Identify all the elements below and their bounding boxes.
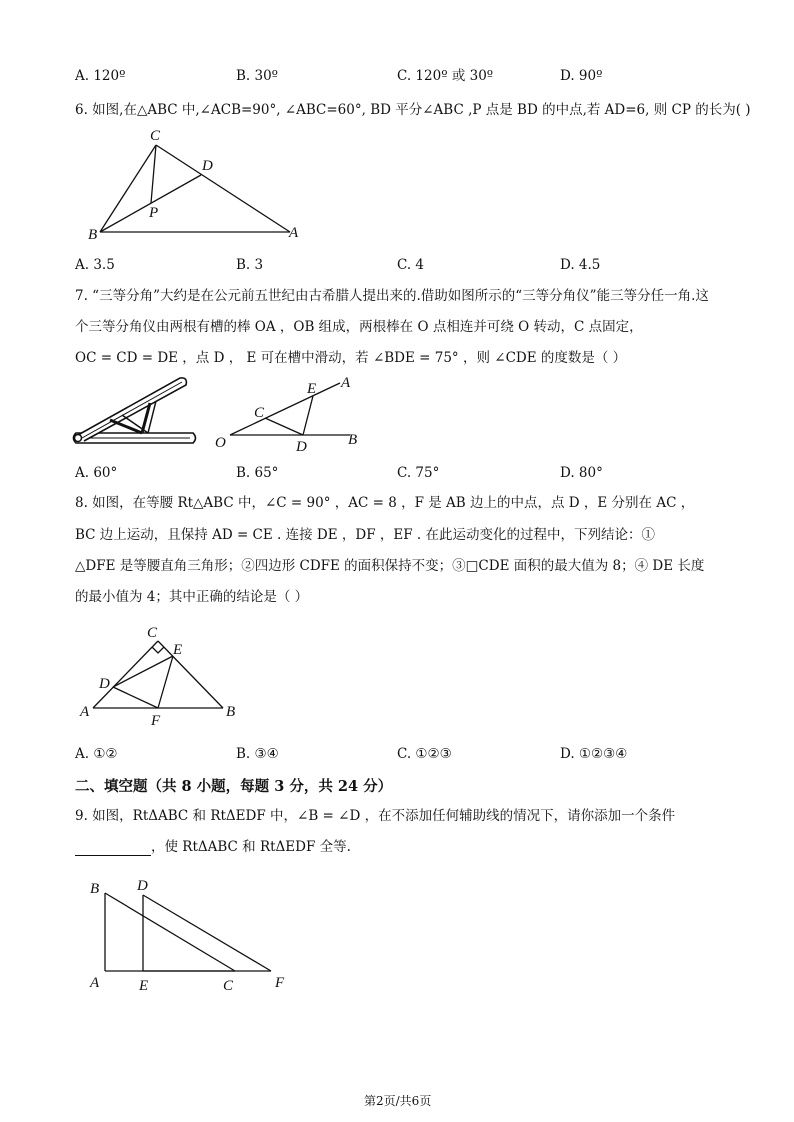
- q8-label-e: E: [173, 642, 183, 658]
- q9-label-d: D: [137, 878, 148, 894]
- q9-line-2-text: ，使 RtΔABC 和 RtΔEDF 全等.: [151, 839, 351, 855]
- q9-label-f: F: [275, 975, 285, 991]
- q8-segment-de: [113, 656, 173, 687]
- q9-side-df: [143, 895, 271, 971]
- q7-line-1: 7. “三等分角”大约是在公元前五世纪由古希腊人提出来的.借助如图所示的“三等分角仪”能三等分任一角.这: [75, 288, 709, 304]
- q7-label-b: B: [348, 432, 358, 448]
- q8-label-c: C: [147, 625, 158, 641]
- q7-option-a: A. 60°: [75, 465, 118, 481]
- q9-answer-blank[interactable]: [75, 841, 151, 856]
- q8-label-a: A: [80, 704, 90, 720]
- q8-segment-ef: [158, 656, 173, 708]
- q7-label-a: A: [341, 375, 351, 391]
- section-heading-fill-in: 二、填空题（共 8 小题，每题 3 分，共 24 分）: [75, 778, 393, 795]
- q7-label-c: C: [254, 405, 265, 421]
- q6-option-a: A. 3.5: [75, 257, 115, 273]
- q6-option-b: B. 3: [236, 257, 264, 273]
- q9-line-1: 9. 如图，RtΔABC 和 RtΔEDF 中，∠B = ∠D ，在不添加任何辅助线的情况下，请你添加一个条件: [75, 808, 676, 824]
- q6-stem: 6. 如图,在△ABC 中,∠ACB=90°, ∠ABC=60°, BD 平分∠ABC ,P 点是 BD 的中点,若 AD=6, 则 CP 的长为( ): [75, 102, 751, 118]
- q6-option-d: D. 4.5: [560, 257, 601, 273]
- q8-label-d: D: [99, 676, 110, 692]
- q9-figure: [85, 875, 305, 995]
- q9-label-e: E: [139, 978, 149, 994]
- q8-option-a: A. ①②: [75, 746, 118, 762]
- q8-segment-df: [113, 687, 158, 708]
- q9-label-a: A: [90, 975, 100, 991]
- q6-label-d: D: [202, 158, 213, 174]
- q9-line-2: [75, 838, 351, 856]
- q5-option-b: B. 30º: [236, 68, 279, 84]
- q6-label-b: B: [88, 227, 98, 243]
- q6-label-a: A: [289, 225, 299, 241]
- q8-line-4: 的最小值为 4；其中正确的结论是（ ）: [75, 589, 309, 605]
- q8-side-ac: [93, 641, 158, 708]
- q5-option-a: A. 120º: [75, 68, 126, 84]
- q6-label-c: C: [150, 128, 161, 144]
- q8-label-f: F: [151, 713, 161, 729]
- q7-segment-cd: [265, 418, 303, 435]
- q7-line-3: OC = CD = DE ，点 D ， E 可在槽中滑动，若 ∠BDE = 75° ，则 ∠CDE 的度数是（ ）: [75, 350, 627, 366]
- q8-line-3: △DFE 是等腰直角三角形；②四边形 CDFE 的面积保持不变；③□CDE 面积的最大值为 8；④ DE 长度: [75, 558, 705, 574]
- q8-option-b: B. ③④: [236, 746, 279, 762]
- q8-figure: [75, 622, 245, 732]
- q6-label-p: P: [149, 205, 159, 221]
- q6-segment-bd: [100, 175, 201, 232]
- q7-figure: [210, 375, 370, 455]
- q9-label-c: C: [223, 978, 234, 994]
- q7-segment-de: [303, 396, 313, 435]
- q7-label-o: O: [215, 435, 226, 451]
- q8-line-2: BC 边上运动，且保持 AD = CE . 连接 DE ，DF ，EF . 在此运动变化的过程中，下列结论：①: [75, 527, 655, 543]
- q6-segment-cp: [151, 145, 156, 203]
- q7-option-b: B. 65°: [236, 465, 279, 481]
- q6-side-bc: [100, 145, 159, 232]
- q7-label-d: D: [296, 439, 307, 455]
- q7-trisector-drawing: [72, 375, 202, 447]
- q7-option-d: D. 80°: [560, 465, 603, 481]
- q8-label-b: B: [226, 704, 236, 720]
- page-number: 第2页/共6页: [364, 1094, 432, 1108]
- q8-option-d: D. ①②③④: [560, 746, 628, 762]
- q7-option-c: C. 75°: [397, 465, 440, 481]
- q9-label-b: B: [90, 881, 100, 897]
- q7-label-e: E: [307, 381, 317, 397]
- q5-option-d: D. 90º: [560, 68, 603, 84]
- q6-option-c: C. 4: [397, 257, 425, 273]
- q8-right-angle-mark: [152, 647, 164, 653]
- q7-line-2: 个三等分角仪由两根有槽的棒 OA ，OB 组成，两根棒在 O 点相连并可绕 O 转动，C 点固定，: [75, 319, 643, 335]
- q6-figure: [80, 125, 320, 245]
- q8-option-c: C. ①②③: [397, 746, 452, 762]
- q8-line-1: 8. 如图，在等腰 Rt△ABC 中，∠C = 90° ，AC = 8 ，F 是 AB 边上的中点，点 D ，E 分别在 AC ，: [75, 495, 695, 511]
- q5-option-c: C. 120º 或 30º: [397, 68, 494, 84]
- q9-side-bc: [105, 893, 235, 971]
